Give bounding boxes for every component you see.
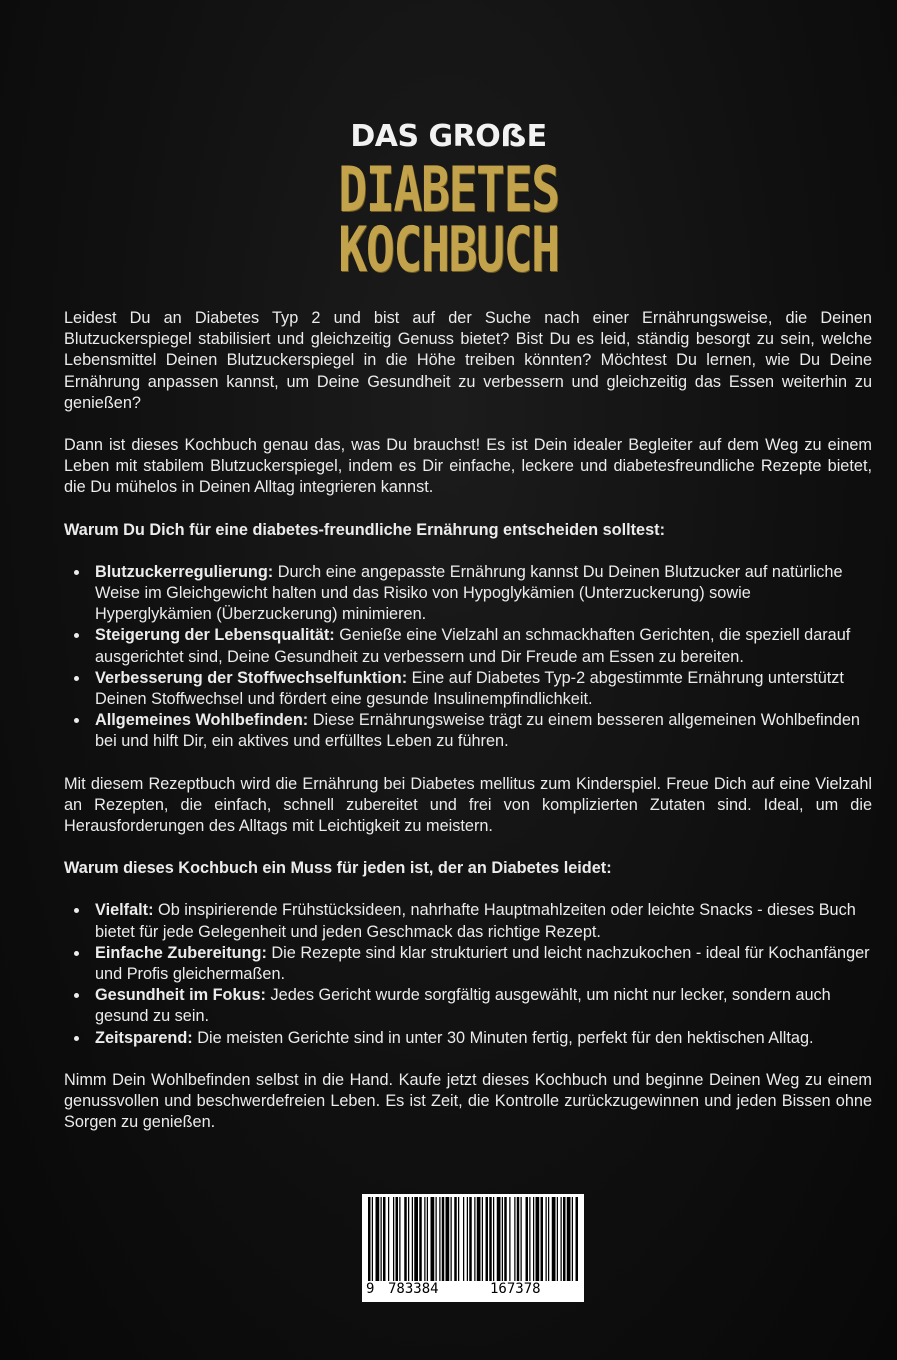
title-line-1: DAS GROẞE — [350, 119, 547, 154]
list-item — [95, 625, 872, 667]
list-item-term: Blutzuckerregulierung: — [95, 562, 274, 581]
barcode-bar — [414, 1197, 418, 1281]
list-item-term: Einfache Zubereitung: — [95, 943, 267, 962]
barcode-bar — [412, 1197, 413, 1281]
barcode-bar — [404, 1197, 407, 1281]
barcode-bar — [383, 1197, 386, 1281]
section-1-heading: Warum Du Dich für eine diabetes-freundliche Ernährung entscheiden solltest: — [64, 520, 665, 539]
barcode-bar — [446, 1197, 450, 1281]
barcode-bar — [372, 1197, 373, 1281]
list-item — [95, 562, 872, 626]
barcode-bar — [431, 1197, 435, 1281]
barcode-bars — [366, 1197, 580, 1281]
barcode-bar — [399, 1197, 400, 1281]
barcode-bar — [482, 1197, 483, 1281]
barcode-bar — [424, 1197, 425, 1281]
barcode-bar — [548, 1197, 549, 1281]
barcode-bar — [408, 1197, 409, 1281]
barcode-bar — [442, 1197, 445, 1281]
barcode-bar — [427, 1197, 428, 1281]
paragraph-2: Dann ist dieses Kochbuch genau das, was Du brauchst! Es ist Dein idealer Begleiter auf dem Weg zu einem Leben mit stabilem Blutzuckerspiegel, indem es Dir einfache, leckere und diabetesfreundliche Rezepte bietet, die Du mühelos in Deinen Alltag integrieren kannst. — [64, 436, 872, 497]
barcode-bar — [368, 1197, 371, 1281]
list-item-term: Gesundheit im Fokus: — [95, 986, 266, 1005]
barcode-bar — [396, 1197, 399, 1281]
barcode-bar — [521, 1197, 522, 1281]
title-line-3: KOCHBUCH — [338, 213, 559, 286]
barcode-bar — [486, 1197, 489, 1281]
barcode-bar — [489, 1197, 492, 1281]
barcode-digit-first: 9 — [366, 1281, 375, 1297]
book-title — [0, 118, 897, 286]
list-item-text: Die Rezepte sind klar strukturiert und leicht nachzukochen - ideal für Kochanfänger und Profis gleichermaßen. — [95, 943, 870, 984]
isbn-barcode — [362, 1194, 584, 1302]
list-item-text: Die meisten Gerichte sind in unter 30 Minuten fertig, perfekt für den hektischen Alltag. — [192, 1028, 814, 1047]
barcode-bar — [388, 1197, 389, 1281]
barcode-bar — [436, 1197, 437, 1281]
barcode-bar — [497, 1197, 501, 1281]
barcode-bar — [463, 1197, 464, 1281]
barcode-bar — [467, 1197, 468, 1281]
barcode-bar — [451, 1197, 452, 1281]
list-item-text: Genieße eine Vielzahl an schmackhaften Gerichten, die speziell darauf ausgerichtet sind, Deine Gesundheit zu verbessern und Dir Freude am Essen zu bereiten. — [95, 626, 851, 666]
barcode-digits — [362, 1281, 584, 1299]
list-item-text: Ob inspirierende Frühstücksideen, nahrhafte Hauptmahlzeiten oder leichte Snacks - dieses Buch bietet für jede Gelegenheit und jeden Geschmack das richtige Rezept. — [95, 901, 856, 941]
section-2-heading: Warum dieses Kochbuch ein Muss für jeden ist, der an Diabetes leidet: — [64, 859, 612, 878]
barcode-bar — [509, 1197, 510, 1281]
barcode-bar — [393, 1197, 394, 1281]
list-item-text: Diese Ernährungsweise trägt zu einem besseren allgemeinen Wohlbefinden bei und hilft Dir, ein aktives und erfülltes Leben zu führen. — [95, 711, 860, 751]
list-item-term: Vielfalt: — [95, 901, 154, 920]
list-item — [95, 943, 872, 985]
list-item-term: Steigerung der Lebensqualität: — [95, 626, 335, 645]
barcode-bar — [563, 1197, 566, 1281]
list-item-text: Jedes Gericht wurde sorgfältig ausgewählt, um nicht nur lecker, sondern auch gesund zu sein. — [95, 986, 831, 1026]
list-item-term: Allgemeines Wohlbefinden: — [95, 711, 309, 730]
barcode-bar — [529, 1197, 530, 1281]
barcode-bar — [526, 1197, 529, 1281]
barcode-bar — [533, 1197, 534, 1281]
list-item-term: Verbesserung der Stoffwechselfunktion: — [95, 668, 408, 687]
barcode-bar — [493, 1197, 494, 1281]
barcode-bar — [376, 1197, 380, 1281]
barcode-bar — [504, 1197, 507, 1281]
list-item — [95, 900, 872, 942]
barcode-group-2: 167378 — [490, 1281, 541, 1297]
barcode-bar — [541, 1197, 544, 1281]
barcode-group-1: 783384 — [388, 1281, 439, 1297]
paragraph-3: Mit diesem Rezeptbuch wird die Ernährung bei Diabetes mellitus zum Kinderspiel. Freue Dich auf eine Vielzahl an Rezepten, die einfach, schnell zubereitet und frei von komplizierten Zutaten sind. Ideal, um die Herausforderungen des Alltags mit Leichtigkeit zu meistern. — [64, 774, 872, 836]
barcode-bar — [567, 1197, 571, 1281]
title-line-2: DIABETES — [338, 153, 559, 226]
list-item — [95, 985, 872, 1027]
barcode-bar — [514, 1197, 515, 1281]
section-1-list — [64, 562, 872, 753]
barcode-bar — [517, 1197, 520, 1281]
barcode-bar — [576, 1197, 579, 1281]
list-item-term: Zeitsparend: — [95, 1028, 193, 1047]
barcode-bar — [557, 1197, 558, 1281]
barcode-bar — [454, 1197, 457, 1281]
list-item-text: Durch eine angepasste Ernährung kannst Du Deinen Blutzucker auf natürliche Weise im Gleichgewicht halten und das Risiko von Hypoglykämien (Unterzuckerung) sowie Hyperglykämien (Überzuckerung) minimieren. — [95, 562, 843, 624]
back-cover-text — [64, 308, 872, 1134]
section-2-list — [64, 900, 872, 1048]
barcode-bar — [458, 1197, 459, 1281]
intro-paragraph: Leidest Du an Diabetes Typ 2 und bist auf der Suche nach einer Ernährungsweise, die Deinen Blutzuckerspiegel stabilisiert und gleichzeitig Genuss bietet? Bist Du es leid, ständig besorgt zu sein, welche Lebensmittel Deinen Blutzuckerspiegel in die Höhe treiben könnten? Möchtest Du lernen, wie Du Deine Ernährung anpassen kannst, um Deine Gesundheit zu verbessern und gleichzeitig das Essen weiterhin zu genießen? — [64, 309, 872, 412]
barcode-bar — [552, 1197, 556, 1281]
list-item — [95, 668, 872, 710]
closing-paragraph: Nimm Dein Wohlbefinden selbst in die Hand. Kaufe jetzt dieses Kochbuch und beginne Deinen Weg zu einem genussvollen und beschwerdefreien Leben. Es ist Zeit, die Kontrolle zurückzugewinnen und jeden Bissen ohne Sorgen zu genießen. — [64, 1070, 872, 1132]
list-item-text: Eine auf Diabetes Typ-2 abgestimmte Ernährung unterstützt Deinen Stoffwechsel und fördert eine gesunde Insulinempfindlichkeit. — [95, 668, 844, 709]
barcode-bar — [419, 1197, 422, 1281]
barcode-bar — [546, 1197, 547, 1281]
barcode-bar — [439, 1197, 440, 1281]
list-item — [95, 710, 872, 752]
barcode-bar — [469, 1197, 472, 1281]
list-item — [95, 1028, 872, 1049]
barcode-bar — [536, 1197, 540, 1281]
barcode-bar — [381, 1197, 382, 1281]
barcode-bar — [572, 1197, 573, 1281]
barcode-bar — [474, 1197, 475, 1281]
barcode-bar — [561, 1197, 562, 1281]
barcode-bar — [477, 1197, 481, 1281]
barcode-bar — [502, 1197, 503, 1281]
